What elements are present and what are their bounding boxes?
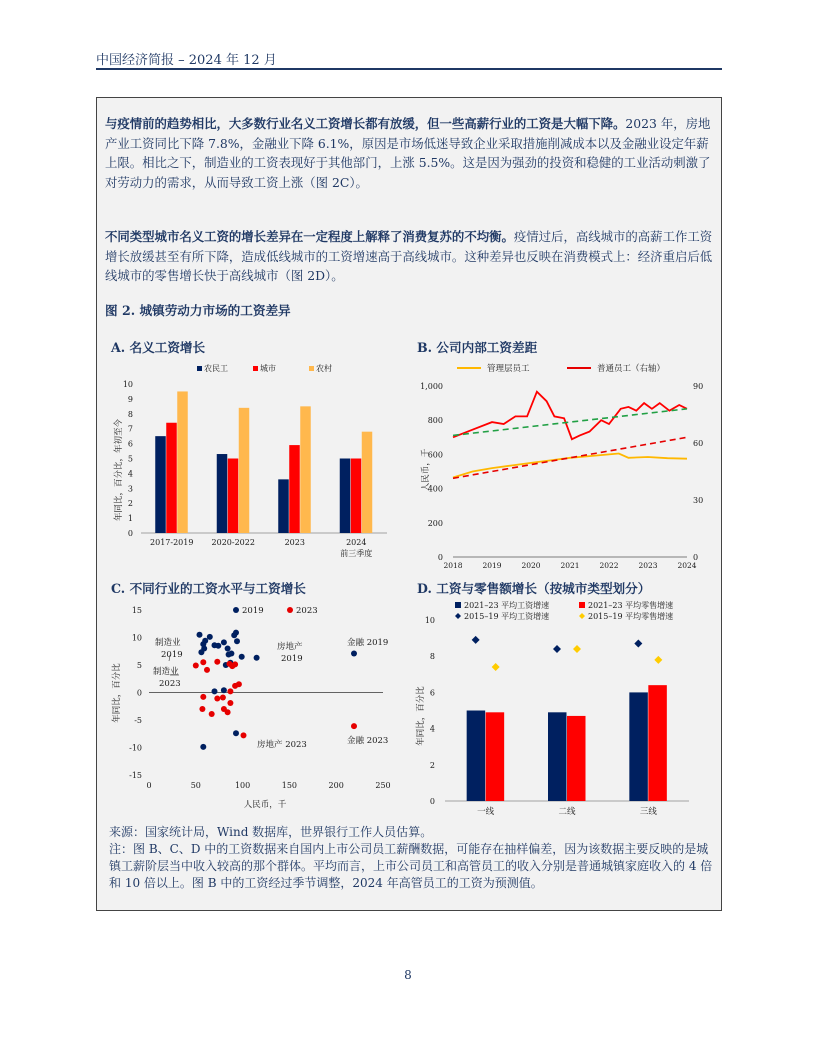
chart-c-xtick: 50 xyxy=(190,781,201,790)
chart-c-ytick: 5 xyxy=(136,661,142,670)
chart-b-legend-mgmt: 管理层员工 xyxy=(487,364,530,374)
chart-a-bar xyxy=(177,391,188,533)
chart-d-marker xyxy=(654,656,662,664)
paragraph-1-lead: 与疫情前的趋势相比，大多数行业名义工资增长都有放缓，但一些高薪行业的工资是大幅下降。 xyxy=(105,116,626,131)
paragraph-1 xyxy=(105,114,715,192)
chart-c-ytick: 0 xyxy=(136,688,142,698)
chart-d-marker xyxy=(553,645,561,653)
chart-a-wage-growth xyxy=(97,360,397,570)
chart-c-point xyxy=(204,667,210,673)
chart-c-point xyxy=(197,632,203,638)
chart-c-point xyxy=(221,639,227,645)
chart-c-point xyxy=(239,654,245,660)
chart-c-point xyxy=(254,655,260,661)
chart-a-ytick: 9 xyxy=(127,394,133,404)
chart-c-point xyxy=(201,646,207,652)
chart-a-bar xyxy=(166,423,177,533)
chart-c-xtick: 100 xyxy=(234,781,251,790)
chart-c-xtick: 0 xyxy=(146,781,152,790)
chart-c-point xyxy=(233,730,239,736)
chart-d-ytick: 2 xyxy=(429,760,435,770)
chart-c-point xyxy=(200,659,206,665)
chart-c-legend-2019: 2019 xyxy=(242,606,264,616)
chart-d-bar xyxy=(486,712,505,801)
chart-c-ytick: 10 xyxy=(131,633,142,643)
chart-a-ytick: 4 xyxy=(127,469,133,479)
chart-a-legend-label: 农村 xyxy=(316,364,332,373)
chart-c-point xyxy=(193,663,199,669)
chart-d-ytick: 6 xyxy=(429,688,435,698)
chart-a-legend-swatch xyxy=(309,366,314,371)
chart-a-bar xyxy=(351,459,362,534)
chart-b-ytick-right: 0 xyxy=(693,553,699,562)
chart-a-ytick: 7 xyxy=(127,424,133,434)
chart-c-xtick: 150 xyxy=(281,781,298,790)
chart-c-point xyxy=(351,723,357,729)
chart-b-xtick: 2019 xyxy=(482,561,502,570)
chart-c-ann-re2019-a: 房地产 xyxy=(277,642,303,652)
chart-c-ann-mfg2023-a: 制造业 xyxy=(153,667,179,677)
chart-c-ann-mfg2023-b: 2023 xyxy=(159,679,181,689)
chart-c-point xyxy=(199,706,205,712)
panel-b-title: B. 公司内部工资差距 xyxy=(417,340,538,355)
chart-b-ytick-right: 90 xyxy=(693,382,704,391)
chart-c-ann-re2023: 房地产 2023 xyxy=(257,740,307,750)
chart-c-ytick: -5 xyxy=(134,716,142,725)
chart-b-wage-gap xyxy=(407,360,717,570)
chart-c-point xyxy=(351,651,357,657)
chart-a-bar xyxy=(217,454,228,533)
chart-b-ylabel: 人民币，千 xyxy=(421,448,431,492)
chart-c-point xyxy=(209,711,215,717)
chart-c-ann-mfg2019-b: 2019 xyxy=(161,650,183,660)
chart-b-xtick: 2022 xyxy=(599,561,619,570)
chart-a-ytick: 10 xyxy=(122,380,133,389)
chart-a-bar xyxy=(155,436,166,533)
page-number: 8 xyxy=(404,968,412,982)
chart-b-legend-staff: 普通员工（右轴） xyxy=(597,364,666,374)
chart-d-city-tiers xyxy=(407,598,717,820)
chart-d-legend-0: 2021–23 平均工资增速 xyxy=(464,601,550,610)
chart-c-ann-re2019-b: 2019 xyxy=(281,654,303,664)
chart-a-bar xyxy=(278,479,289,533)
chart-a-legend-swatch xyxy=(253,366,258,371)
panel-d-title: D. 工资与零售额增长（按城市类型划分） xyxy=(417,581,651,596)
chart-c-ann-fin2023: 金融 2023 xyxy=(347,736,389,746)
page-header: 中国经济简报 – 2024 年 12 月 xyxy=(96,53,277,68)
chart-a-ytick: 1 xyxy=(127,514,133,524)
paragraph-1-body: 2023 年，房地产业工资同比下降 7.8%，金融业下降 6.1%，原因是市场低迷导致企业采取措施削减成本以及金融业设定年薪上限。相比之下，制造业的工资表现好于其他部门，上涨 5.5%。这是因为强劲的投资和稳健的工业活动刺激了对劳动力的需求，从而导致工资上涨（图 2C）。 xyxy=(105,116,711,190)
chart-b-line xyxy=(453,454,687,478)
chart-c-legend-2023: 2023 xyxy=(296,606,318,616)
chart-d-legend-1: 2021–23 平均零售增速 xyxy=(588,601,674,610)
header-rule xyxy=(96,68,722,70)
chart-a-xtick: 前三季度 xyxy=(340,549,373,558)
chart-d-marker xyxy=(634,640,642,648)
chart-c-ylabel: 年同比，百分比 xyxy=(112,663,122,723)
chart-c-point xyxy=(221,687,227,693)
chart-a-ytick: 0 xyxy=(127,529,133,538)
chart-d-bar xyxy=(548,712,567,801)
chart-c-point xyxy=(226,652,232,658)
chart-d-ytick: 4 xyxy=(429,724,435,734)
chart-b-ytick-left: 800 xyxy=(427,416,443,426)
chart-a-ylabel: 年同比，百分比，年初至今 xyxy=(114,418,124,522)
chart-a-legend-label: 城市 xyxy=(260,364,276,373)
chart-c-ytick: -15 xyxy=(129,771,142,780)
chart-a-bar xyxy=(340,459,351,534)
chart-d-ytick: 8 xyxy=(429,652,435,662)
source-note xyxy=(109,824,713,892)
chart-d-marker xyxy=(472,636,480,644)
chart-c-point xyxy=(207,634,213,640)
chart-c-point xyxy=(214,659,220,665)
chart-a-legend-swatch xyxy=(197,366,202,371)
chart-d-ytick: 0 xyxy=(429,797,435,806)
source-line: 来源：国家统计局，Wind 数据库，世界银行工作人员估算。 xyxy=(109,825,433,839)
chart-a-bar xyxy=(300,406,311,533)
chart-c-point xyxy=(227,688,233,694)
chart-a-ytick: 3 xyxy=(127,484,133,494)
chart-c-point xyxy=(220,695,226,701)
chart-c-xtick: 250 xyxy=(375,781,391,790)
content-box xyxy=(96,97,722,911)
chart-d-bar xyxy=(467,711,486,802)
chart-c-point xyxy=(225,709,231,715)
paragraph-2 xyxy=(105,227,715,286)
note-line: 注：图 B、C、D 中的工资数据来自国内上市公司员工薪酬数据，可能存在抽样偏差，因为该数据主要反映的是城镇工薪阶层当中收入较高的那个群体。平均而言，上市公司员工和高管员工的收入分别是普通城镇家庭收入的 4 倍和 10 倍以上。图 B 中的工资经过季节调整，2024 年高管员工的工资为预测值。 xyxy=(109,842,713,890)
chart-c-point xyxy=(214,696,220,702)
chart-a-bar xyxy=(239,408,250,533)
chart-d-xtick: 一线 xyxy=(477,807,495,817)
chart-a-xtick: 2017-2019 xyxy=(150,538,194,547)
chart-c-point xyxy=(215,643,221,649)
chart-c-point xyxy=(241,732,247,738)
chart-c-ytick: 15 xyxy=(131,606,142,615)
chart-d-ytick: 10 xyxy=(424,616,435,625)
chart-d-bar xyxy=(648,685,667,801)
chart-b-xtick: 2023 xyxy=(638,561,658,570)
chart-b-xtick: 2018 xyxy=(443,561,463,570)
chart-a-xtick: 2020-2022 xyxy=(211,538,255,547)
chart-c-xlabel: 人民币，千 xyxy=(243,800,287,810)
chart-b-line xyxy=(453,409,687,436)
chart-c-point xyxy=(227,700,233,706)
chart-a-ytick: 6 xyxy=(127,439,133,449)
chart-b-ytick-right: 60 xyxy=(693,439,704,448)
chart-c-xtick: 200 xyxy=(328,781,344,790)
chart-d-marker xyxy=(492,663,500,671)
chart-a-ytick: 5 xyxy=(127,454,133,464)
chart-b-ytick-left: 0 xyxy=(437,553,443,562)
chart-d-ylabel: 年同比，百分比 xyxy=(416,686,426,746)
chart-c-point xyxy=(200,744,206,750)
chart-a-ytick: 2 xyxy=(127,499,133,509)
chart-d-xtick: 二线 xyxy=(558,807,576,817)
figure-title: 图 2. 城镇劳动力市场的工资差异 xyxy=(105,303,291,318)
chart-d-marker xyxy=(573,645,581,653)
chart-c-ann-fin2019: 金融 2019 xyxy=(347,638,389,648)
chart-d-legend-2: 2015–19 平均工资增速 xyxy=(464,612,550,621)
chart-a-legend-label: 农民工 xyxy=(204,364,228,373)
chart-b-xtick: 2020 xyxy=(521,561,541,570)
chart-a-bar xyxy=(289,445,300,533)
chart-c-point xyxy=(232,661,238,667)
chart-c-point xyxy=(200,694,206,700)
chart-a-xtick: 2023 xyxy=(284,538,305,547)
chart-a-ytick: 8 xyxy=(127,409,133,419)
chart-c-point xyxy=(233,630,239,636)
paragraph-2-body: 疫情过后，高线城市的高薪工作工资增长放缓甚至有所下降，造成低线城市的工资增速高于高线城市。这种差异也反映在消费模式上：经济重启后低线城市的零售增长快于高线城市（图 2D）。 xyxy=(105,229,713,283)
panel-c-title: C. 不同行业的工资水平与工资增长 xyxy=(111,581,306,596)
chart-c-point xyxy=(212,688,218,694)
chart-d-bar xyxy=(629,692,648,801)
chart-c-industry-scatter xyxy=(97,598,402,820)
chart-a-bar xyxy=(228,459,239,534)
chart-c-ann-mfg2019-a: 制造业 xyxy=(155,638,181,648)
chart-d-legend-3: 2015–19 平均零售增速 xyxy=(588,612,674,621)
chart-d-bar xyxy=(567,716,586,801)
chart-c-point xyxy=(236,681,242,687)
chart-c-ytick: -10 xyxy=(129,743,142,753)
chart-c-point xyxy=(234,638,240,644)
chart-c-point xyxy=(225,646,231,652)
chart-b-xtick: 2021 xyxy=(560,561,580,570)
chart-b-xtick: 2024 xyxy=(677,561,697,570)
chart-b-ytick-left: 200 xyxy=(427,518,443,528)
paragraph-2-lead: 不同类型城市名义工资的增长差异在一定程度上解释了消费复苏的不均衡。 xyxy=(105,229,514,244)
chart-a-xtick: 2024 xyxy=(346,538,367,547)
chart-d-xtick: 三线 xyxy=(639,807,657,817)
chart-b-ytick-left: 600 xyxy=(427,450,443,460)
chart-b-ytick-right: 30 xyxy=(693,496,704,505)
chart-b-ytick-left: 1,000 xyxy=(420,382,443,391)
chart-b-ytick-left: 400 xyxy=(427,484,443,494)
panel-a-title: A. 名义工资增长 xyxy=(111,340,206,355)
chart-a-bar xyxy=(362,432,373,533)
